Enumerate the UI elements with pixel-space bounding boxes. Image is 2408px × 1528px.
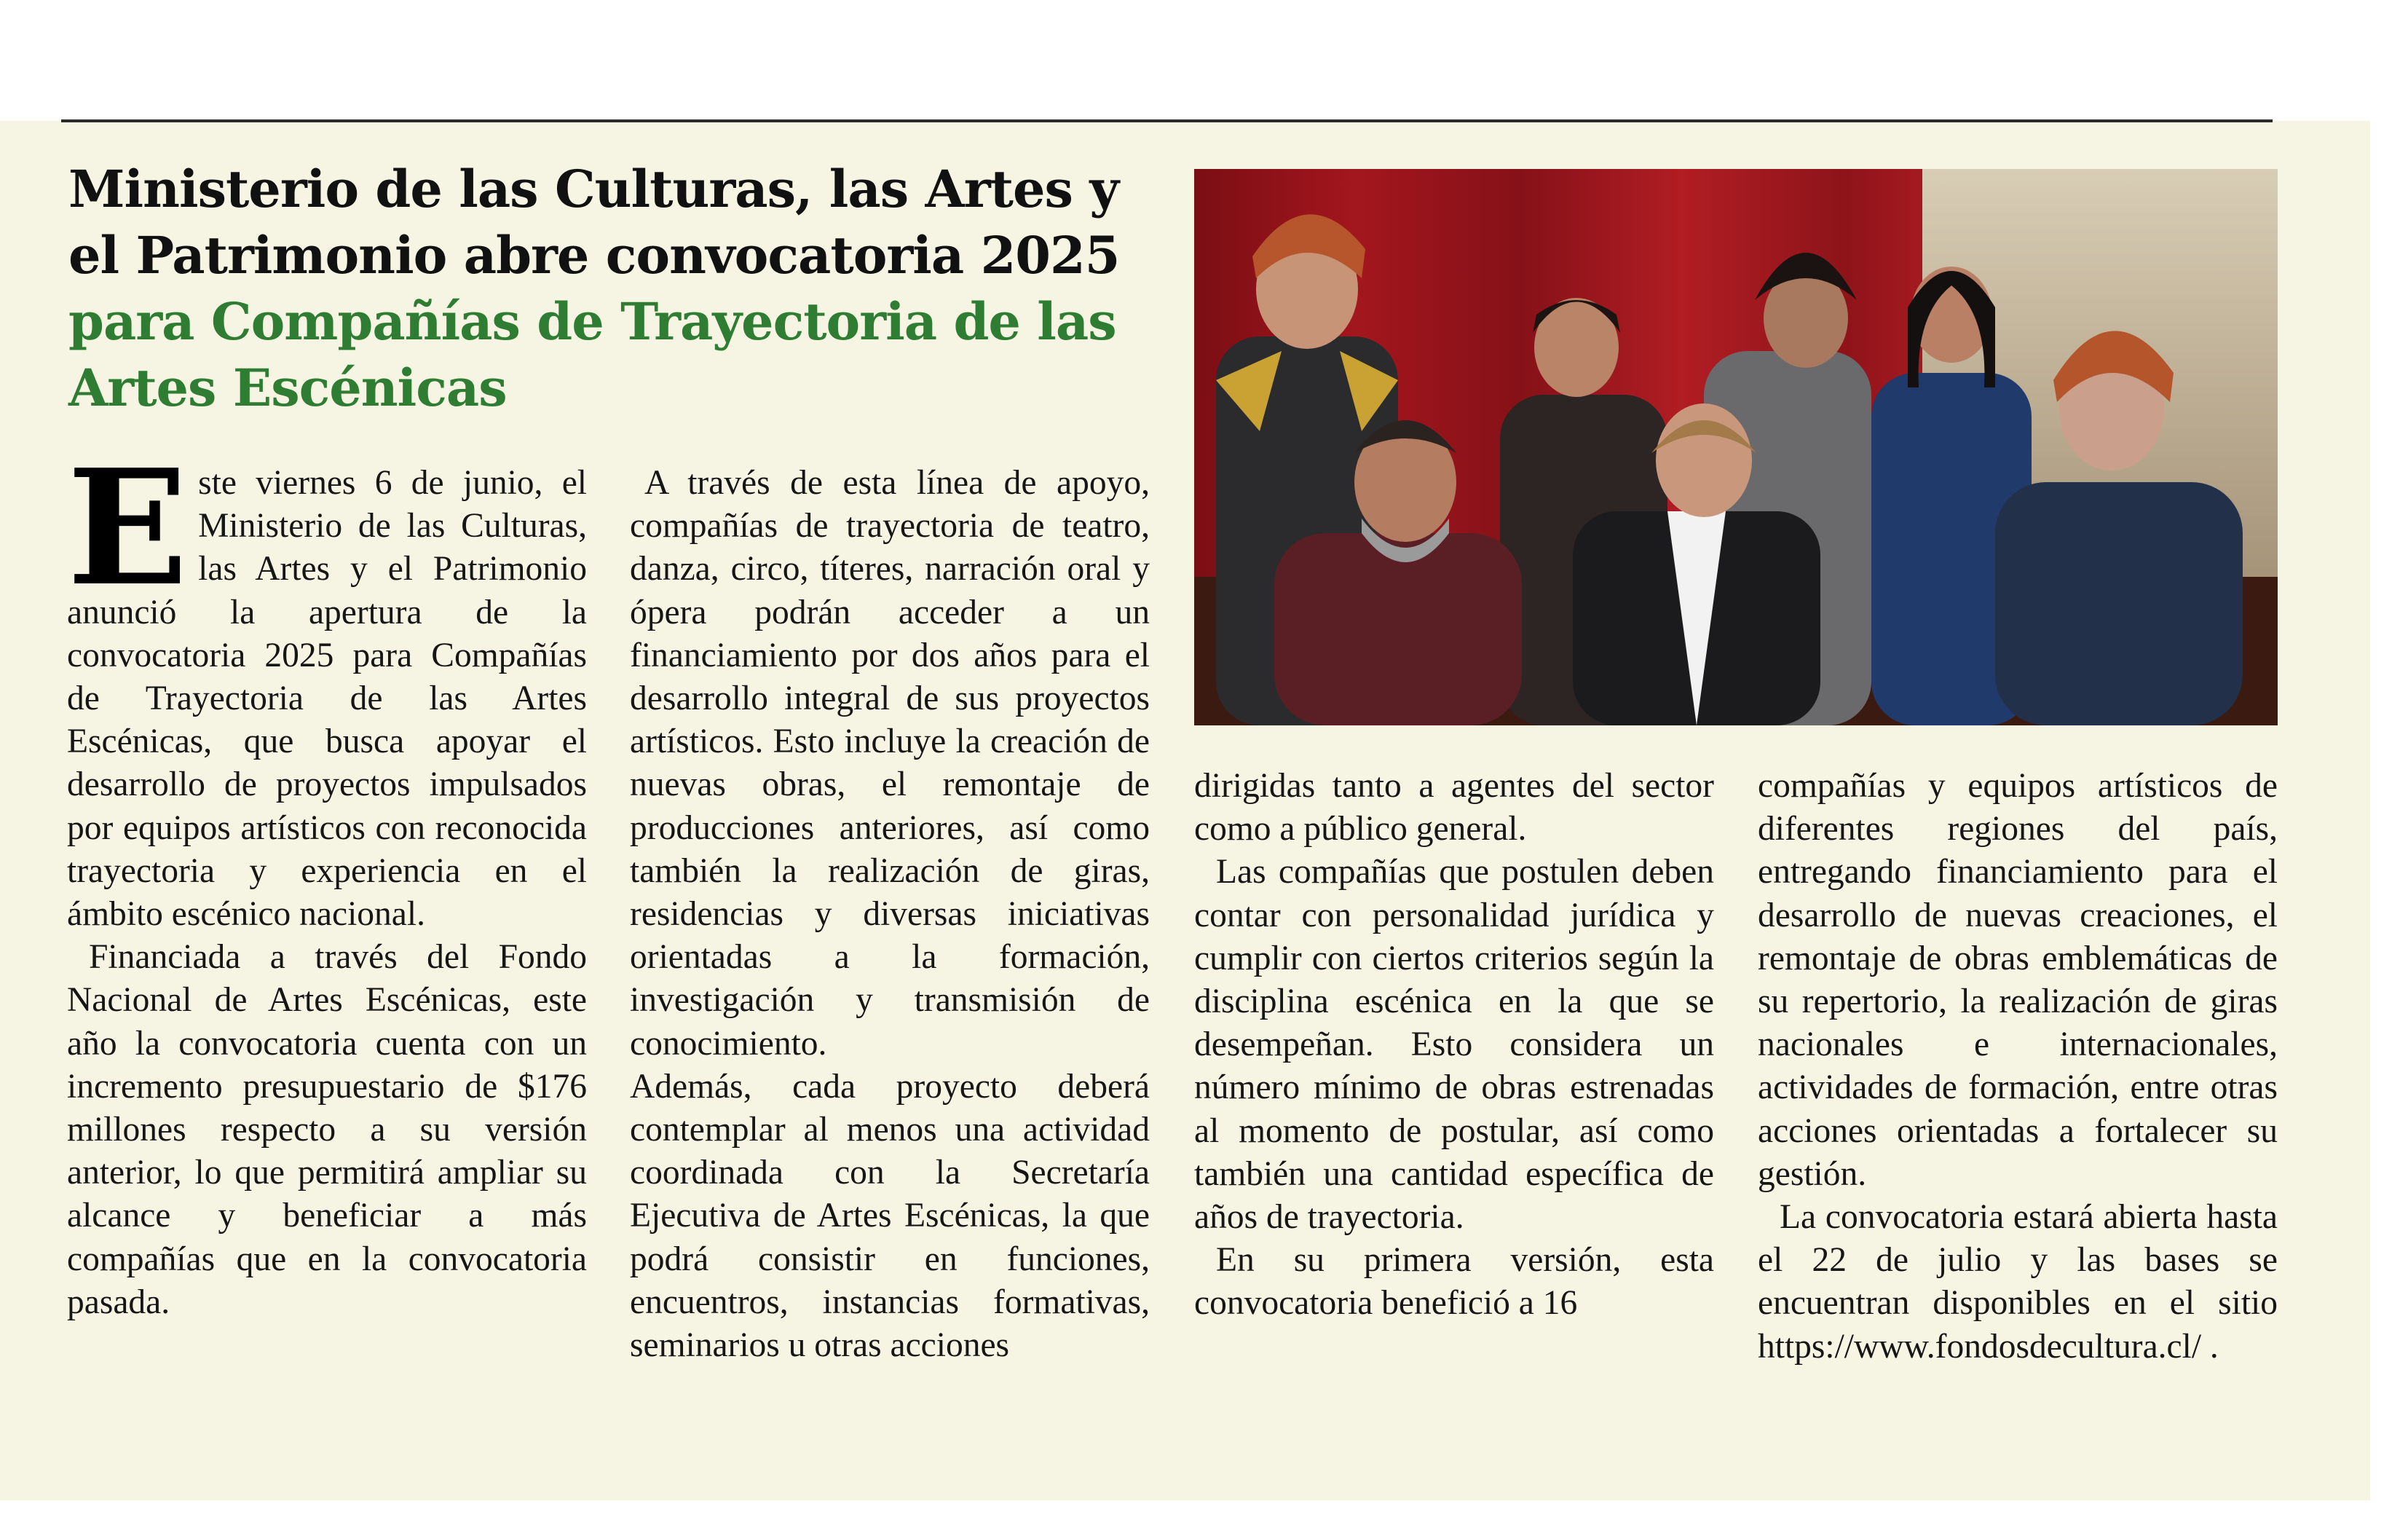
article-photo	[1194, 169, 2278, 725]
article-headline	[68, 156, 1161, 421]
paragraph: A través de esta línea de apoyo, compañías de trayectoria de teatro, danza, circo, títeres, narración oral y ópera podrán acceder a un financiamiento por dos años para el desarrollo integral de sus proyectos artísticos. Esto incluye la creación de nuevas obras, el remontaje de producciones anteriores, así como también la realización de giras, residencias y diversas iniciativas orientadas a la formación, investigación y transmisión de conocimiento.	[630, 464, 1150, 1063]
paragraph-text: ste viernes 6 de junio, el Ministerio de las Culturas, las Artes y el Patrimonio anunció la apertura de la convocatoria 2025 para Compañías de Trayectoria de las Artes Escénicas, que busca apoyar el desarrollo de proyectos impulsados por equipos artísticos con reconocida trayectoria y experiencia en el ámbito escénico nacional.	[67, 464, 587, 934]
headline-highlight: para Compañías de Trayectoria de las Artes Escénicas	[68, 291, 1116, 418]
article-column-1	[67, 435, 587, 1324]
drop-cap: E	[67, 435, 189, 621]
paragraph: compañías y equipos artísticos de diferentes regiones del país, entregando financiamiento para el desarrollo de nuevas creaciones, el remontaje de obras emblemáticas de su repertorio, la realización de giras nacionales e internacionales, actividades de formación, entre otras acciones orientadas a fortalecer su gestión.	[1758, 767, 2278, 1193]
headline-main: Ministerio de las Culturas, las Artes y el Patrimonio abre convocatoria 2025	[68, 159, 1120, 285]
group-photo-illustration	[1194, 169, 2278, 725]
paragraph	[67, 435, 587, 936]
paragraph: Las compañías que postulen deben contar con personalidad jurídica y cumplir con ciertos criterios según la disciplina escénica en la que se desempeñan. Esto considera un número mínimo de obras estrenadas al momento de postular, así como también una cantidad específica de años de trayectoria.	[1194, 853, 1714, 1237]
article-column-3	[1194, 765, 1714, 1326]
paragraph: dirigidas tanto a agentes del sector como a público general.	[1194, 767, 1714, 848]
article-column-2	[630, 462, 1150, 1367]
header-rule	[61, 119, 2273, 122]
paragraph: La convocatoria estará abierta hasta el 22 de julio y las bases se encuentran disponibles en el sitio https://www.fondosdecultura.cl/ .	[1758, 1198, 2278, 1366]
paragraph: Financiada a través del Fondo Nacional de Artes Escénicas, este año la convocatoria cuenta con un incremento presupuestario de $176 millones respecto a su versión anterior, lo que permitirá ampliar su alcance y beneficiar a más compañías que en la convocatoria pasada.	[67, 938, 587, 1321]
paragraph: Además, cada proyecto deberá contemplar al menos una actividad coordinada con la Secretaría Ejecutiva de Artes Escénicas, la que podrá consistir en funciones, encuentros, instancias formativas, seminarios u otras acciones	[630, 1067, 1150, 1365]
article-column-4	[1758, 765, 2278, 1368]
paragraph: En su primera versión, esta convocatoria benefició a 16	[1194, 1241, 1714, 1323]
top-margin	[0, 0, 2370, 121]
